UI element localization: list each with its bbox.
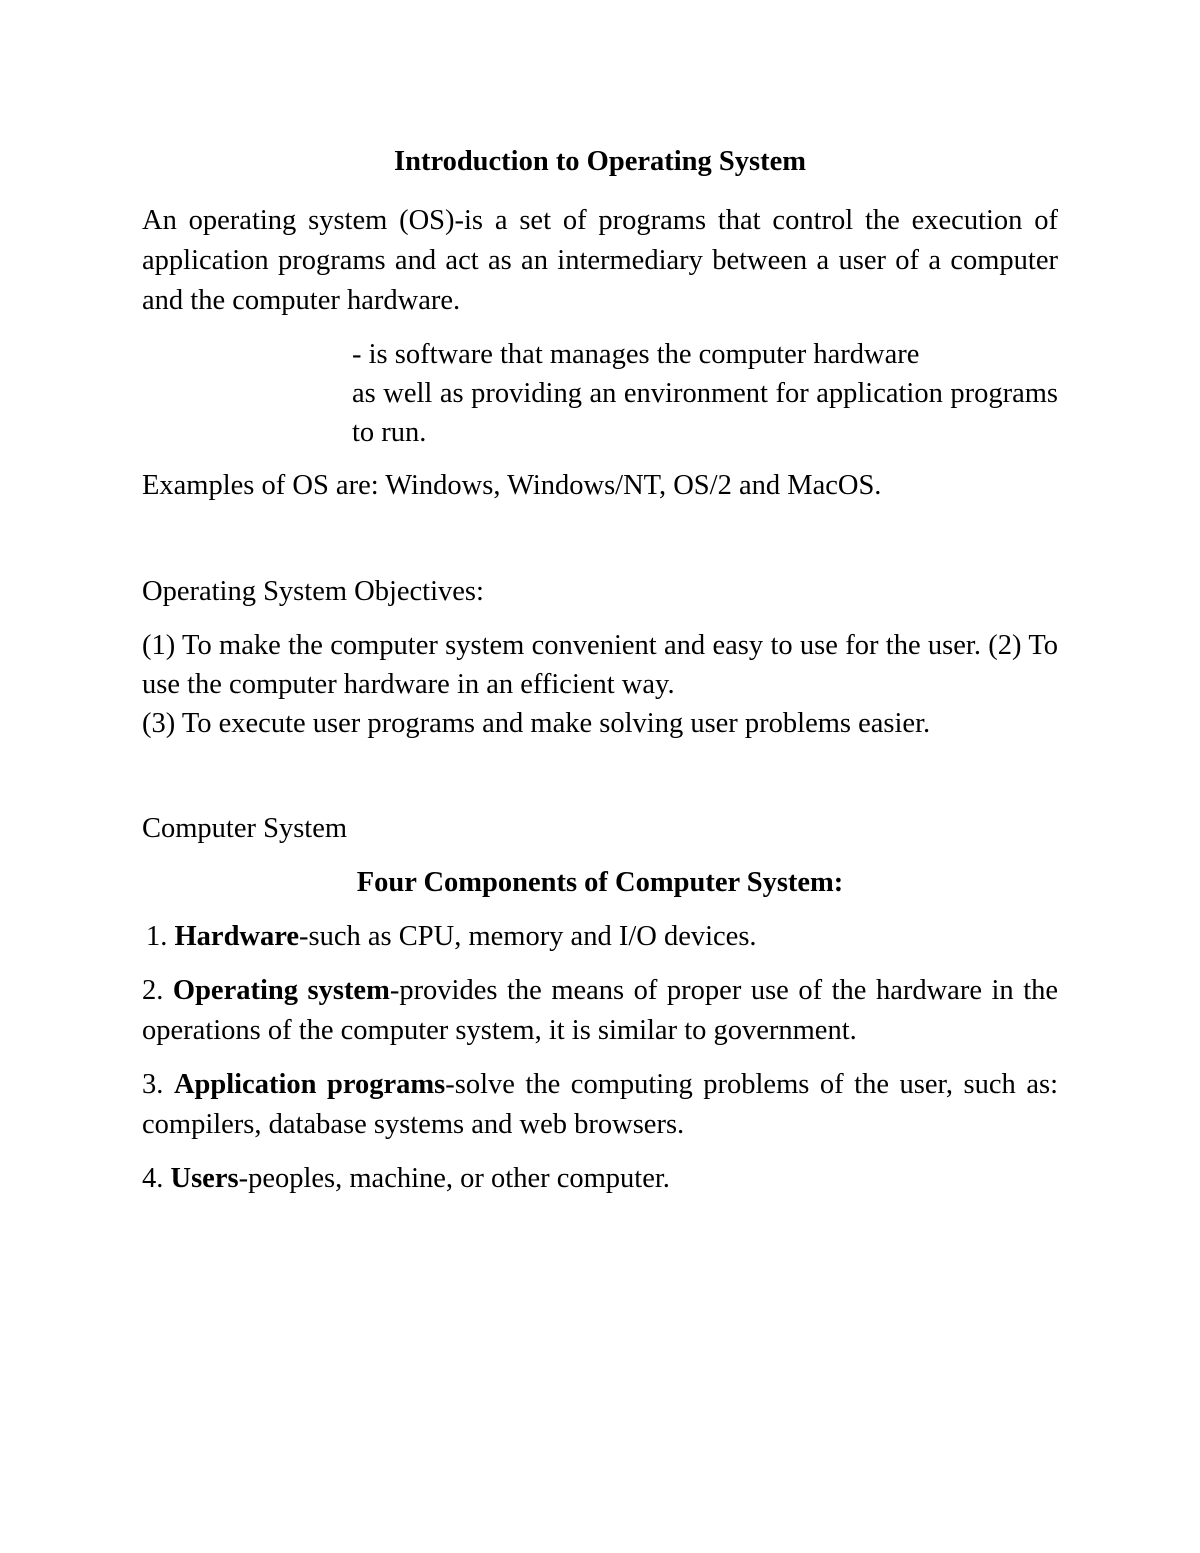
objectives-line-2: (3) To execute user programs and make solving user problems easier. xyxy=(142,708,931,739)
os-examples: Examples of OS are: Windows, Windows/NT, OS/2 and MacOS. xyxy=(142,470,882,501)
component-term: Application programs xyxy=(173,1069,446,1100)
component-item-application-programs xyxy=(142,1065,1058,1145)
component-description: -peoples, machine, or other computer. xyxy=(238,1163,670,1194)
component-number: 1. xyxy=(146,921,168,952)
objectives-heading: Operating System Objectives: xyxy=(142,576,484,607)
component-number: 4. xyxy=(142,1163,164,1194)
component-item-users xyxy=(142,1159,1058,1199)
document-title: Introduction to Operating System xyxy=(394,146,806,177)
component-term: Users xyxy=(170,1163,239,1194)
component-term: Hardware xyxy=(174,921,300,952)
os-definition: An operating system (OS)-is a set of programs that control the execution of application programs and act as an intermediary between a user of a computer and the computer hardware. xyxy=(142,205,1058,316)
components-heading: Four Components of Computer System: xyxy=(356,867,844,898)
component-description: -solve the computing problems of the user, such as: compilers, database systems and web browsers. xyxy=(142,1069,1058,1140)
component-item-operating-system xyxy=(142,971,1058,1051)
component-description: -such as CPU, memory and I/O devices. xyxy=(299,921,757,952)
component-item-hardware xyxy=(142,917,1058,957)
os-secondary-definition-lead: - is software that manages the computer hardware xyxy=(352,339,920,370)
computer-system-heading: Computer System xyxy=(142,813,348,844)
component-number: 2. xyxy=(142,975,164,1006)
os-secondary-definition xyxy=(352,335,1058,452)
document-content xyxy=(142,143,1058,1199)
objectives-line-1: (1) To make the computer system convenient and easy to use for the user. (2) To use the computer hardware in an efficient way. xyxy=(142,630,1058,700)
component-description: -provides the means of proper use of the hardware in the operations of the computer system, it is similar to government. xyxy=(142,975,1059,1046)
component-number: 3. xyxy=(142,1069,164,1100)
objectives-list xyxy=(142,626,1058,743)
os-secondary-definition-rest: as well as providing an environment for application programs to run. xyxy=(352,378,1058,448)
component-term: Operating system xyxy=(172,975,390,1006)
